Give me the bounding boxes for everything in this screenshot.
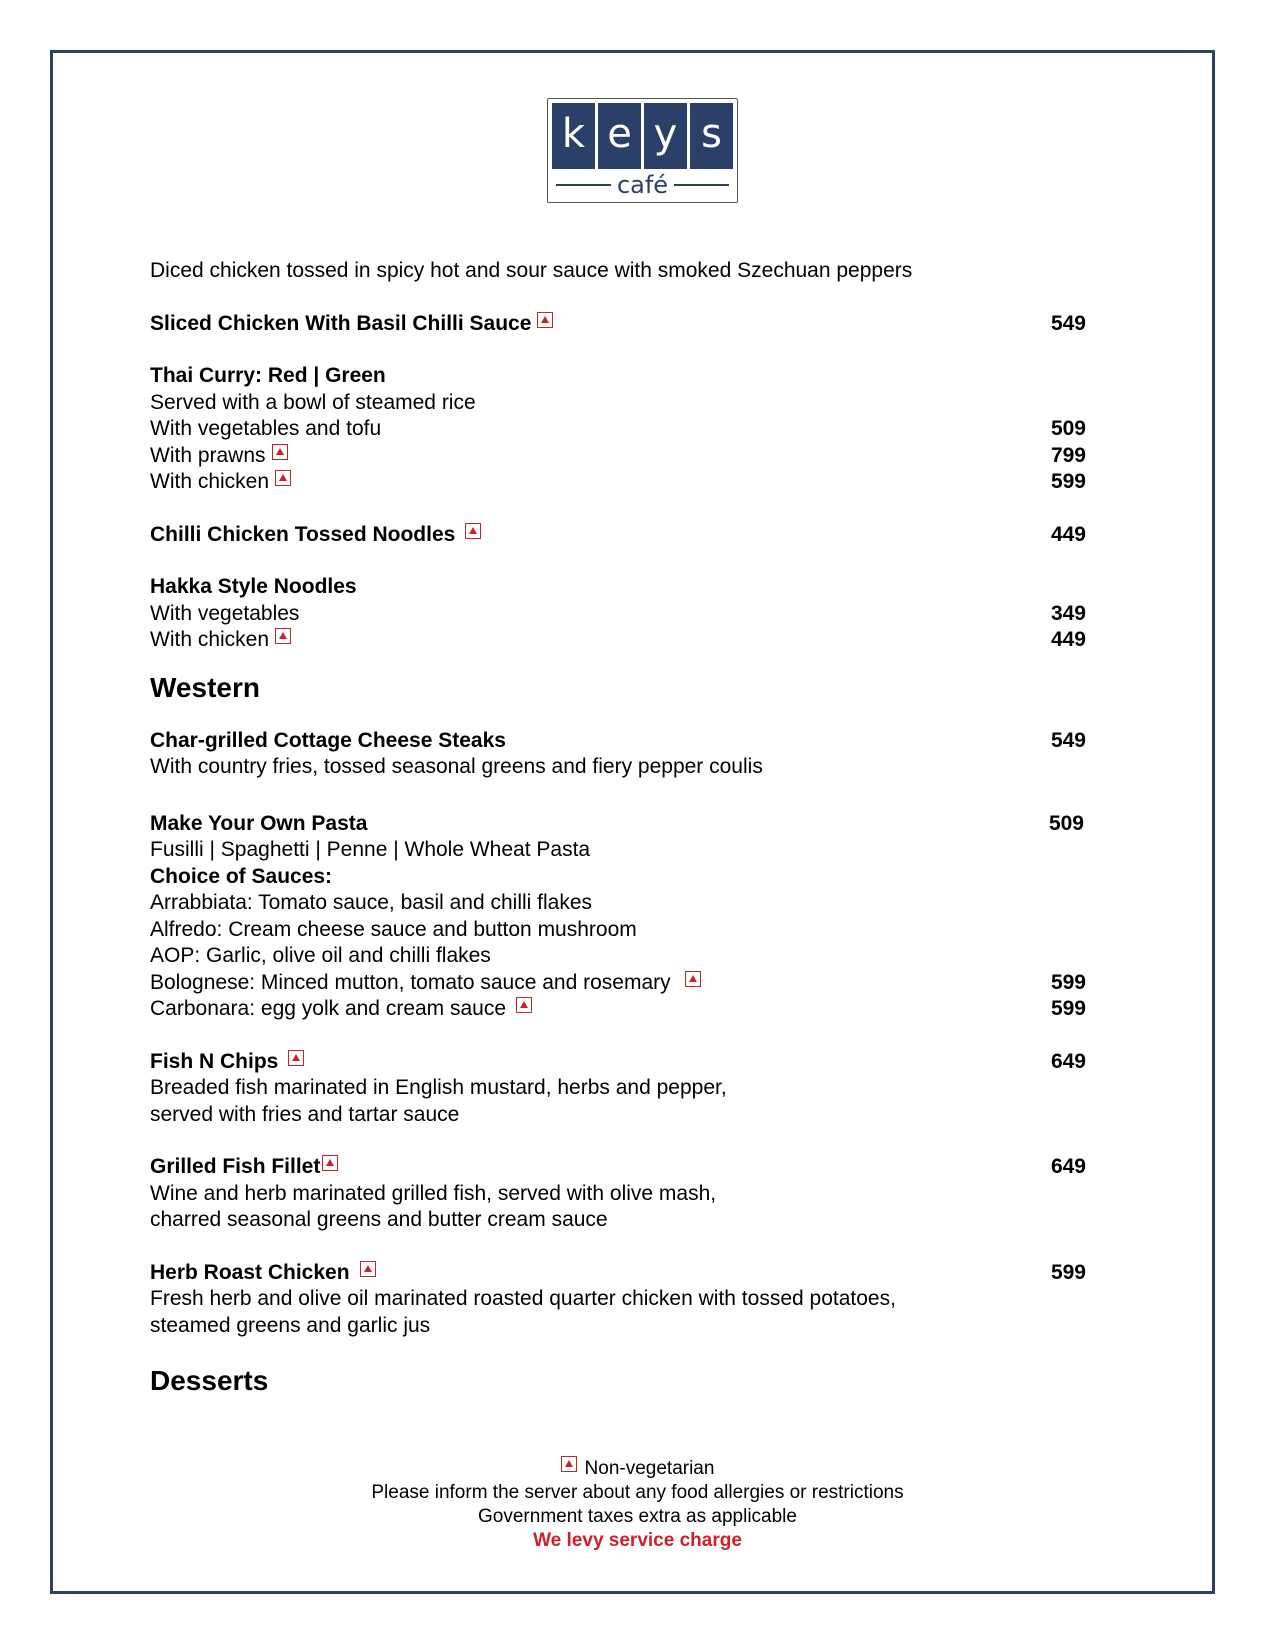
non-veg-icon (322, 1155, 338, 1171)
item-name: Sliced Chicken With Basil Chilli Sauce (150, 311, 532, 335)
non-veg-legend: Non-vegetarian (150, 1456, 1125, 1481)
item-option: With chicken 599 (150, 469, 1090, 496)
menu-item (150, 522, 1090, 549)
item-price: 549 (1050, 311, 1086, 335)
non-veg-icon (537, 312, 553, 328)
item-price: 449 (1050, 628, 1086, 651)
section-heading: Western (150, 671, 260, 703)
logo-letter: k (552, 103, 595, 169)
item-description: Fresh herb and olive oil marinated roasted quarter chicken with tossed potatoes, (150, 1287, 896, 1310)
menu-item (150, 1049, 1090, 1076)
item-option: With chicken 449 (150, 627, 1090, 654)
item-description: With country fries, tossed seasonal greens and fiery pepper coulis (150, 755, 763, 778)
service-charge-note: We levy service charge (533, 1530, 742, 1551)
item-option: With vegetables and tofu 509 (150, 416, 1090, 443)
sauce-option: Arrabbiata: Tomato sauce, basil and chilli flakes (150, 891, 593, 914)
sauce-option: Alfredo: Cream cheese sauce and button mushroom (150, 917, 637, 941)
item-price: 599 (1050, 470, 1086, 493)
item-description: Diced chicken tossed in spicy hot and sour sauce with smoked Szechuan peppers (150, 259, 913, 282)
menu-item (150, 811, 1090, 838)
item-name: Fish N Chips (150, 1049, 279, 1073)
footer-notes (150, 1456, 1125, 1553)
menu-item (150, 1260, 1090, 1287)
sauce-option: Bolognese: Minced mutton, tomato sauce and rosemary 599 (150, 970, 1090, 997)
item-name: Chilli Chicken Tossed Noodles (150, 522, 456, 546)
sauce-option: AOP: Garlic, olive oil and chilli flakes (150, 944, 491, 967)
item-name: Char-grilled Cottage Cheese Steaks (150, 728, 506, 752)
item-price: 799 (1050, 443, 1086, 467)
pasta-types: Fusilli | Spaghetti | Penne | Whole Wheat Pasta (150, 838, 591, 861)
section-heading: Desserts (150, 1365, 269, 1396)
item-price: 549 (1050, 728, 1086, 752)
item-option: With prawns 799 (150, 443, 1090, 470)
non-veg-icon (275, 470, 291, 486)
menu-item (150, 1154, 1090, 1181)
logo-letter: s (690, 103, 733, 169)
item-price: 599 (1050, 970, 1086, 994)
non-veg-icon (288, 1050, 304, 1066)
tax-note: Government taxes extra as applicable (478, 1506, 797, 1527)
logo-letter: e (598, 103, 641, 169)
menu-item (150, 728, 1090, 755)
sauce-option: Carbonara: egg yolk and cream sauce 599 (150, 996, 1090, 1023)
item-price: 649 (1050, 1155, 1086, 1178)
menu-item (150, 311, 1090, 338)
non-veg-icon (561, 1456, 577, 1472)
item-description: Wine and herb marinated grilled fish, served with olive mash, (150, 1181, 717, 1205)
item-name: Grilled Fish Fillet (150, 1155, 321, 1178)
item-description: steamed greens and garlic jus (150, 1313, 431, 1337)
item-description: charred seasonal greens and butter cream sauce (150, 1208, 608, 1231)
item-description: served with fries and tartar sauce (150, 1102, 460, 1126)
non-veg-icon (275, 628, 291, 644)
item-description: Served with a bowl of steamed rice (150, 390, 476, 414)
item-description: Breaded fish marinated in English mustard, herbs and pepper, (150, 1076, 727, 1099)
allergy-note: Please inform the server about any food allergies or restrictions (371, 1482, 904, 1503)
item-name: Make Your Own Pasta (150, 811, 368, 835)
item-price: 349 (1050, 601, 1086, 625)
item-name: Herb Roast Chicken (150, 1260, 350, 1284)
item-price: 599 (1050, 997, 1086, 1020)
item-name: Hakka Style Noodles (150, 575, 357, 598)
item-price: 509 (1048, 811, 1084, 835)
item-option: With vegetables 349 (150, 601, 1090, 628)
non-veg-icon (516, 997, 532, 1013)
non-veg-icon (272, 444, 288, 460)
keys-cafe-logo (547, 98, 738, 203)
sauce-heading: Choice of Sauces: (150, 864, 333, 888)
non-veg-icon (465, 523, 481, 539)
item-name: Thai Curry: Red | Green (150, 364, 386, 387)
logo-letter: y (644, 103, 687, 169)
menu-content (150, 258, 1090, 1401)
non-veg-icon (685, 971, 701, 987)
item-price: 449 (1050, 522, 1086, 546)
logo-subtitle: café (616, 171, 669, 199)
item-price: 599 (1050, 1260, 1086, 1284)
non-veg-icon (360, 1261, 376, 1277)
item-price: 649 (1050, 1049, 1086, 1073)
item-price: 509 (1050, 417, 1086, 440)
